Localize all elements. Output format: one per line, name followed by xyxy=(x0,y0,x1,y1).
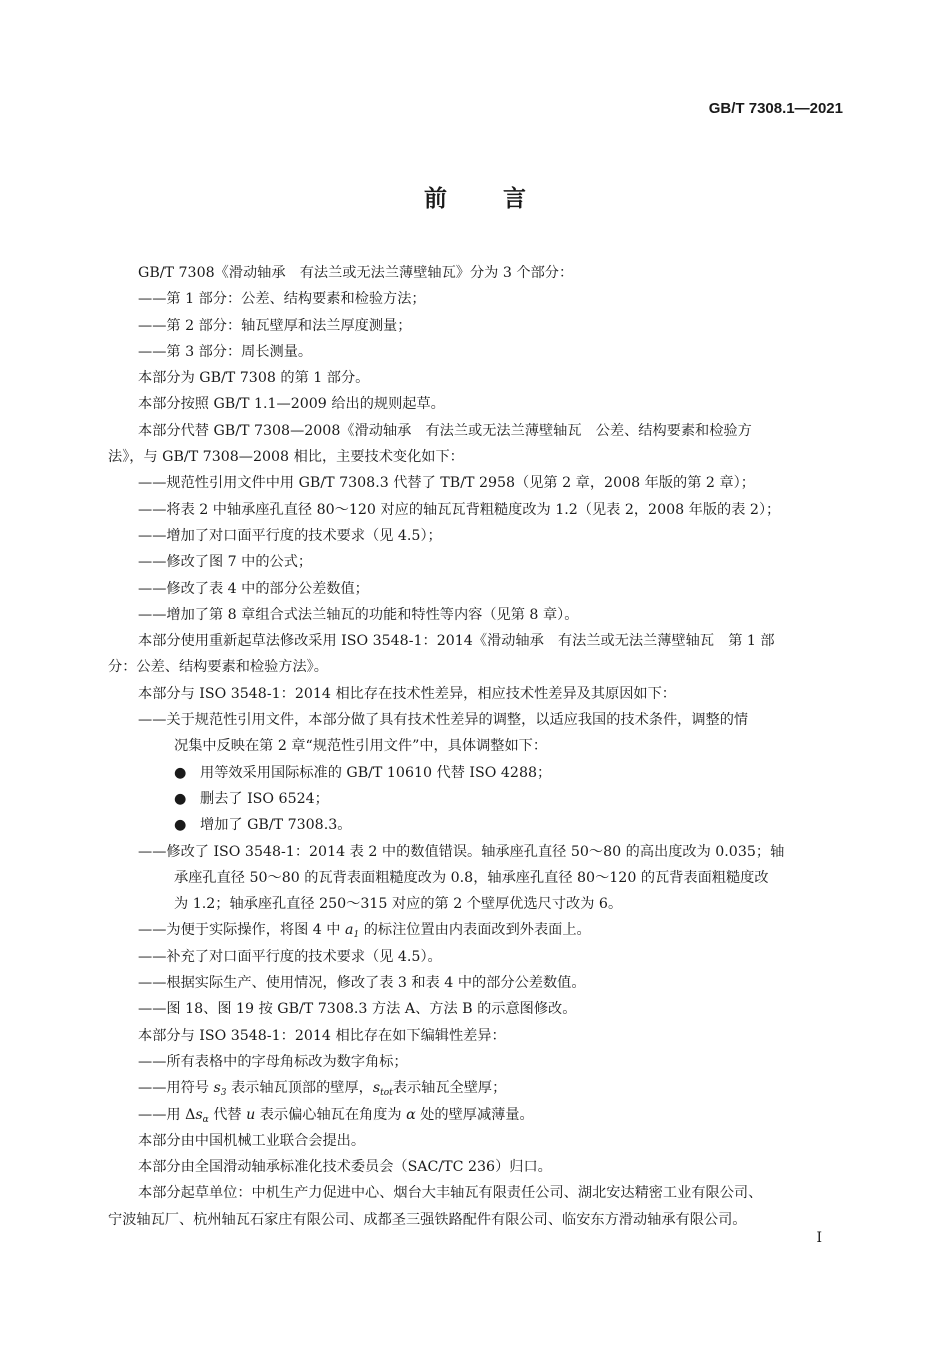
list-item: ——修改了表 4 中的部分公差数值； xyxy=(138,580,369,597)
text-line: 况集中反映在第 2 章“规范性引用文件”中，具体调整如下： xyxy=(174,738,548,755)
list-item: ——图 18、图 19 按 GB/T 7308.3 方法 A、方法 B 的示意图修改。 xyxy=(138,1001,577,1018)
list-item: ——修改了 ISO 3548-1：2014 表 2 中的数值错误。轴承座孔直径 50～80 的高出度改为 0.035；轴 xyxy=(138,843,785,860)
list-item: ——将表 2 中轴承座孔直径 80～120 对应的轴瓦瓦背粗糙度改为 1.2（见表 2，2008 年版的表 2）； xyxy=(138,501,781,518)
list-item: ——增加了第 8 章组合式法兰轴瓦的功能和特性等内容（见第 8 章）。 xyxy=(138,606,579,623)
page-number: I xyxy=(816,1230,822,1246)
text-segment: ——用 Δ xyxy=(138,1106,196,1123)
bullet-icon: ● xyxy=(174,764,187,781)
math-subscript: 3 xyxy=(220,1088,227,1099)
text-segment: 的标注位置由内表面改到外表面上。 xyxy=(359,922,591,939)
list-item: ——补充了对口面平行度的技术要求（见 4.5）。 xyxy=(138,948,442,965)
text-line: 法》，与 GB/T 7308—2008 相比，主要技术变化如下： xyxy=(108,449,464,466)
text-segment: 表示轴瓦全壁厚； xyxy=(392,1080,507,1097)
text-line: 为 1.2；轴承座孔直径 250～315 对应的第 2 个壁厚优选尺寸改为 6。 xyxy=(174,896,623,913)
math-subscript: 1 xyxy=(353,930,360,941)
text-line: 本部分代替 GB/T 7308—2008《滑动轴承 有法兰或无法兰薄壁轴瓦 公差、结构要素和检验方 xyxy=(138,422,752,439)
list-item: ——所有表格中的字母角标改为数字角标； xyxy=(138,1053,408,1070)
math-subscript: α xyxy=(202,1114,209,1125)
bullet-text: 增加了 GB/T 7308.3。 xyxy=(200,817,352,834)
text-line: 本部分为 GB/T 7308 的第 1 部分。 xyxy=(138,370,370,387)
list-item: ——第 2 部分：轴瓦壁厚和法兰厚度测量； xyxy=(138,317,412,334)
list-item: ——根据实际生产、使用情况，修改了表 3 和表 4 中的部分公差数值。 xyxy=(138,975,586,992)
math-variable: s xyxy=(372,1080,381,1097)
text-line: 本部分由中国机械工业联合会提出。 xyxy=(138,1132,366,1149)
list-item: ——第 1 部分：公差、结构要素和检验方法； xyxy=(138,291,426,308)
text-line: 分：公差、结构要素和检验方法》。 xyxy=(108,659,328,676)
math-variable: u xyxy=(246,1106,256,1123)
text-line: 本部分由全国滑动轴承标准化技术委员会（SAC/TC 236）归口。 xyxy=(138,1159,552,1176)
bullet-icon: ● xyxy=(174,817,187,834)
text-line: 宁波轴瓦厂、杭州轴瓦石家庄有限公司、成都圣三强铁路配件有限公司、临安东方滑动轴承有限公司。 xyxy=(108,1211,747,1228)
list-item xyxy=(108,1102,845,1128)
math-variable: s xyxy=(195,1106,203,1123)
text-line: 本部分与 ISO 3548-1：2014 相比存在技术性差异，相应技术性差异及其原因如下： xyxy=(138,685,676,702)
text-segment: 表示偏心轴瓦在角度为 xyxy=(255,1106,407,1123)
bullet-item xyxy=(108,786,845,812)
text-line: 承座孔直径 50～80 的瓦背表面粗糙度改为 0.8，轴承座孔直径 80～120 的瓦背表面粗糙度改 xyxy=(174,869,769,886)
list-item: ——修改了图 7 中的公式； xyxy=(138,554,313,571)
math-variable: α xyxy=(406,1106,416,1123)
text-line: GB/T 7308《滑动轴承 有法兰或无法兰薄壁轴瓦》分为 3 个部分： xyxy=(138,265,574,281)
text-segment: ——用符号 xyxy=(138,1080,214,1097)
list-item: ——关于规范性引用文件，本部分做了具有技术性差异的调整，以适应我国的技术条件，调整的情 xyxy=(138,712,749,729)
page-title: 前言 xyxy=(424,186,582,212)
text-line: 本部分按照 GB/T 1.1—2009 给出的规则起草。 xyxy=(138,396,445,413)
bullet-item xyxy=(108,760,845,786)
bullet-text: 删去了 ISO 6524； xyxy=(200,790,329,807)
text-segment: 处的壁厚减薄量。 xyxy=(415,1106,534,1123)
list-item: ——第 3 部分：周长测量。 xyxy=(138,343,313,360)
text-line: 本部分与 ISO 3548-1：2014 相比存在如下编辑性差异： xyxy=(138,1027,506,1044)
bullet-icon: ● xyxy=(174,790,187,807)
bullet-text: 用等效采用国际标准的 GB/T 10610 代替 ISO 4288； xyxy=(200,764,552,781)
text-line: 本部分使用重新起草法修改采用 ISO 3548-1：2014《滑动轴承 有法兰或无法兰薄壁轴瓦 第 1 部 xyxy=(138,633,775,650)
foreword-body xyxy=(108,260,845,1233)
math-subscript: tot xyxy=(380,1088,393,1099)
text-segment: 表示轴瓦顶部的壁厚， xyxy=(226,1080,373,1097)
list-item xyxy=(108,917,845,943)
text-line: 本部分起草单位：中机生产力促进中心、烟台大丰轴瓦有限责任公司、湖北安达精密工业有限公司、 xyxy=(138,1185,763,1202)
document-code: GB/T 7308.1—2021 xyxy=(708,100,843,117)
text-segment: 代替 xyxy=(208,1106,247,1123)
math-variable: a xyxy=(345,922,354,939)
bullet-item xyxy=(108,812,845,838)
text-segment: ——为便于实际操作，将图 4 中 xyxy=(138,922,345,939)
list-item xyxy=(108,1075,845,1101)
list-item: ——增加了对口面平行度的技术要求（见 4.5）； xyxy=(138,527,442,544)
math-variable: s xyxy=(213,1080,221,1097)
list-item: ——规范性引用文件中用 GB/T 7308.3 代替了 TB/T 2958（见第 2 章，2008 年版的第 2 章）； xyxy=(138,475,755,492)
